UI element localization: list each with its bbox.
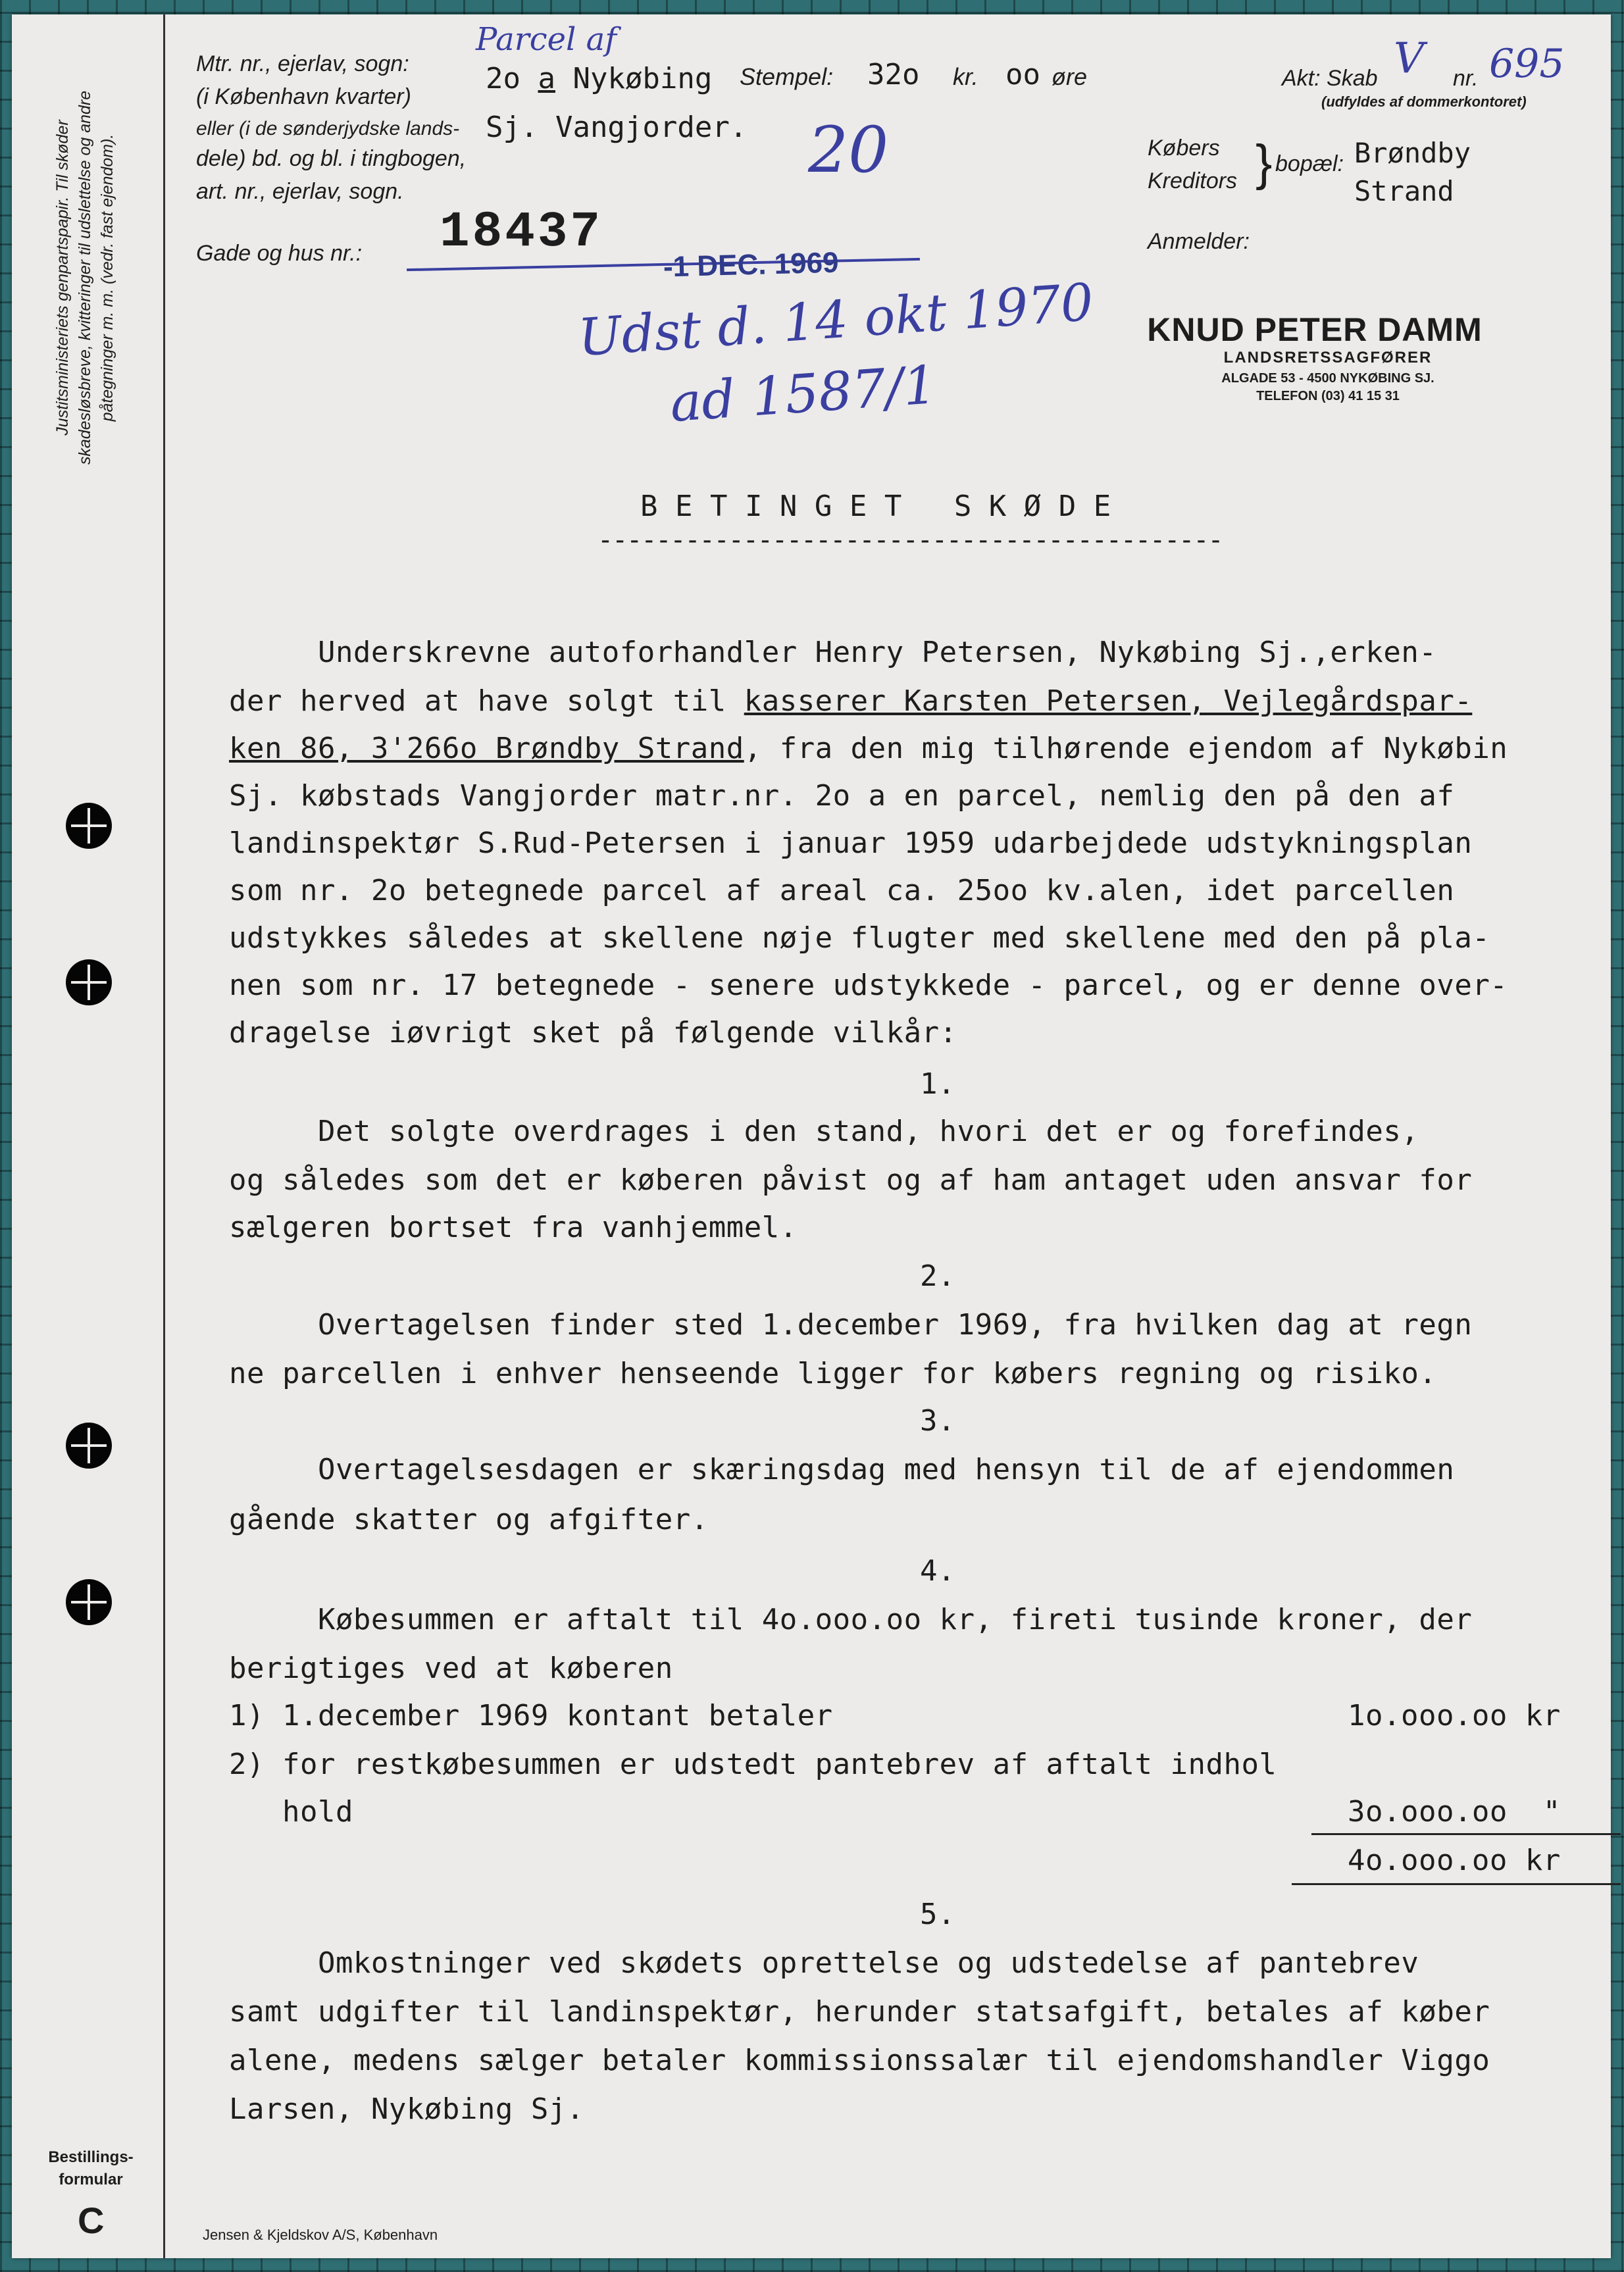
- bopael-line-2: Strand: [1354, 175, 1454, 207]
- label-bopael: bopæl:: [1275, 151, 1344, 176]
- payment-total: 4o.ooo.oo kr: [1348, 1844, 1561, 1877]
- order-form-line-2: formular: [59, 2171, 123, 2188]
- body-line: dragelse iøvrigt sket på følgende vilkår:: [229, 1016, 957, 1049]
- label-kobers: Købers: [1148, 136, 1220, 161]
- label-kobers-kreditors: [1148, 132, 1237, 197]
- mtr-labels: [196, 47, 411, 113]
- body-line: Overtagelsen finder sted 1.december 1969, fra hvilken dag at regn: [229, 1308, 1473, 1342]
- section-number: 5.: [920, 1898, 955, 1931]
- mtr-letter: a: [538, 62, 555, 95]
- date-stamp: -1 DEC. 1969: [663, 246, 840, 284]
- handwritten-parcel-note: Parcel af: [476, 21, 617, 58]
- stamp-title: LANDSRETSSAGFØRER: [1223, 349, 1433, 366]
- section-number: 3.: [920, 1404, 955, 1438]
- body-line: Underskrevne autoforhandler Henry Petersen, Nykøbing Sj.,erken-: [229, 636, 1437, 669]
- body-line: udstykkes således at skellene nøje flugter med skellene med den på pla-: [229, 921, 1490, 955]
- mtr-labels-2: [196, 142, 466, 208]
- label-sonderjydske: eller (i de sønderjydske lands-: [196, 118, 460, 139]
- punch-hole: [66, 1579, 112, 1625]
- section-number: 4.: [920, 1554, 955, 1588]
- payment-item: 2) for restkøbesummen er udstedt pantebrev af aftalt indhol: [229, 1748, 1277, 1781]
- label-stempel: Stempel:: [740, 63, 834, 90]
- body-line: og således som det er køberen påvist og af ham antaget uden ansvar for: [229, 1163, 1473, 1197]
- margin-text-line-1: Justitsministeriets genpartspapir. Til skøder: [53, 120, 72, 436]
- margin-text-line-2: skadesløsbreve, kvitteringer til udslettelse og andre: [76, 90, 94, 465]
- label-kreditors: Kreditors: [1148, 168, 1238, 193]
- body-line: Det solgte overdrages i den stand, hvori det er og forefindes,: [229, 1115, 1419, 1148]
- order-form-line-1: Bestillings-: [48, 2148, 134, 2166]
- order-form-label: [32, 2146, 150, 2191]
- label-udfyldes: (udfyldes af dommerkontoret): [1321, 93, 1527, 110]
- mtr-town: Nykøbing: [555, 62, 713, 95]
- body-line: alene, medens sælger betaler kommissionssalær til ejendomshandler Viggo: [229, 2044, 1490, 2077]
- body-line: samt udgifter til landinspektør, herunder statsafgift, betales af køber: [229, 1995, 1490, 2029]
- bopael-value: [1354, 134, 1471, 211]
- payment-amount: 1o.ooo.oo kr: [1348, 1699, 1561, 1732]
- body-line: sælgeren bortset fra vanhjemmel.: [229, 1211, 798, 1244]
- body-line: ne parcellen i enhver henseende ligger for købers regning og risiko.: [229, 1357, 1437, 1390]
- bopael-line-1: Brøndby: [1354, 137, 1471, 169]
- mtr-value-2: Sj. Vangjorder.: [486, 111, 748, 144]
- sum-rule: [1311, 1833, 1621, 1835]
- handwritten-ad-number: ad 1587/1: [668, 353, 939, 434]
- handwritten-akt-nr: 695: [1489, 41, 1565, 87]
- handwritten-skab: V: [1394, 34, 1425, 83]
- payment-item-continued: hold: [229, 1795, 353, 1829]
- form-letter: C: [78, 2200, 105, 2241]
- left-margin-column: [12, 14, 165, 2258]
- body-line: Larsen, Nykøbing Sj.: [229, 2092, 584, 2126]
- margin-text-line-3: påtegninger m. m. (vedr. fast ejendom).: [98, 134, 116, 422]
- section-number: 1.: [920, 1067, 955, 1101]
- mtr-labels-small: [196, 114, 459, 143]
- buyer-name: kasserer Karsten Petersen, Vejlegårdspar-: [744, 684, 1473, 718]
- margin-vertical-text: [51, 41, 118, 515]
- buyer-address: ken 86, 3'266o Brøndby Strand: [229, 732, 744, 765]
- body-line: [229, 732, 1508, 765]
- punch-hole: [66, 803, 112, 849]
- mtr-number: 2o: [486, 62, 538, 95]
- body-line: nen som nr. 17 betegnede - senere udstykkede - parcel, og er denne over-: [229, 969, 1508, 1002]
- label-akt-skab: Akt: Skab: [1282, 66, 1378, 91]
- brace-glyph: }: [1256, 135, 1273, 191]
- label-art-nr: art. nr., ejerlav, sogn.: [196, 179, 404, 204]
- total-rule: [1292, 1883, 1621, 1885]
- label-anmelder: Anmelder:: [1148, 229, 1250, 254]
- anmelder-stamp: [1117, 311, 1512, 404]
- document-sheet: [12, 14, 1611, 2258]
- payment-amount: 3o.ooo.oo ": [1348, 1795, 1561, 1829]
- body-line: Købesummen er aftalt til 4o.ooo.oo kr, fireti tusinde kroner, der: [229, 1603, 1473, 1636]
- body-line: [229, 684, 1472, 718]
- title-underline: -------------------------------------------: [597, 525, 1223, 555]
- body-line: landinspektør S.Rud-Petersen i januar 1959 udarbejdede udstykningsplan: [229, 826, 1473, 860]
- label-tingbogen: dele) bd. og bl. i tingbogen,: [196, 146, 467, 171]
- stempel-kr-value: 32o: [867, 58, 920, 91]
- punch-hole: [66, 959, 112, 1005]
- label-kobenhavn: (i København kvarter): [196, 84, 411, 109]
- stempel-ore-value: oo: [1005, 58, 1040, 91]
- stamp-phone: TELEFON (03) 41 15 31: [1256, 389, 1400, 403]
- body-line: Overtagelsesdagen er skæringsdag med hensyn til de af ejendommen: [229, 1453, 1455, 1486]
- label-ore: øre: [1052, 63, 1087, 90]
- body-text: , fra den mig tilhørende ejendom af Nykøbin: [744, 732, 1508, 765]
- stamp-name: KNUD PETER DAMM: [1147, 311, 1483, 348]
- mtr-value-1: [486, 62, 712, 95]
- body-text: der herved at have solgt til: [229, 684, 744, 718]
- body-line: Omkostninger ved skødets oprettelse og udstedelse af pantebrev: [229, 1946, 1419, 1980]
- document-title: B E T I N G E T S K Ø D E: [640, 490, 1111, 523]
- section-number: 2.: [920, 1259, 955, 1293]
- body-line: berigtiges ved at køberen: [229, 1652, 673, 1685]
- printer-credit: Jensen & Kjeldskov A/S, København: [203, 2227, 438, 2243]
- body-line: gående skatter og afgifter.: [229, 1503, 709, 1536]
- label-gade: Gade og hus nr.:: [196, 241, 363, 266]
- label-kr: kr.: [953, 63, 978, 90]
- body-line: som nr. 2o betegnede parcel af areal ca. 25oo kv.alen, idet parcellen: [229, 874, 1455, 907]
- label-nr: nr.: [1453, 66, 1479, 91]
- payment-item: 1) 1.december 1969 kontant betaler: [229, 1699, 833, 1732]
- label-mtr: Mtr. nr., ejerlav, sogn:: [196, 51, 409, 76]
- stamp-address: ALGADE 53 - 4500 NYKØBING SJ.: [1221, 371, 1434, 386]
- body-line: Sj. købstads Vangjorder matr.nr. 2o a en parcel, nemlig den på den af: [229, 779, 1455, 813]
- handwritten-amount-note: 20: [808, 113, 889, 187]
- punch-hole: [66, 1423, 112, 1469]
- gade-number: 18437: [440, 204, 603, 261]
- handwritten-udstedt: Udst d. 14 okt 1970: [576, 272, 1096, 368]
